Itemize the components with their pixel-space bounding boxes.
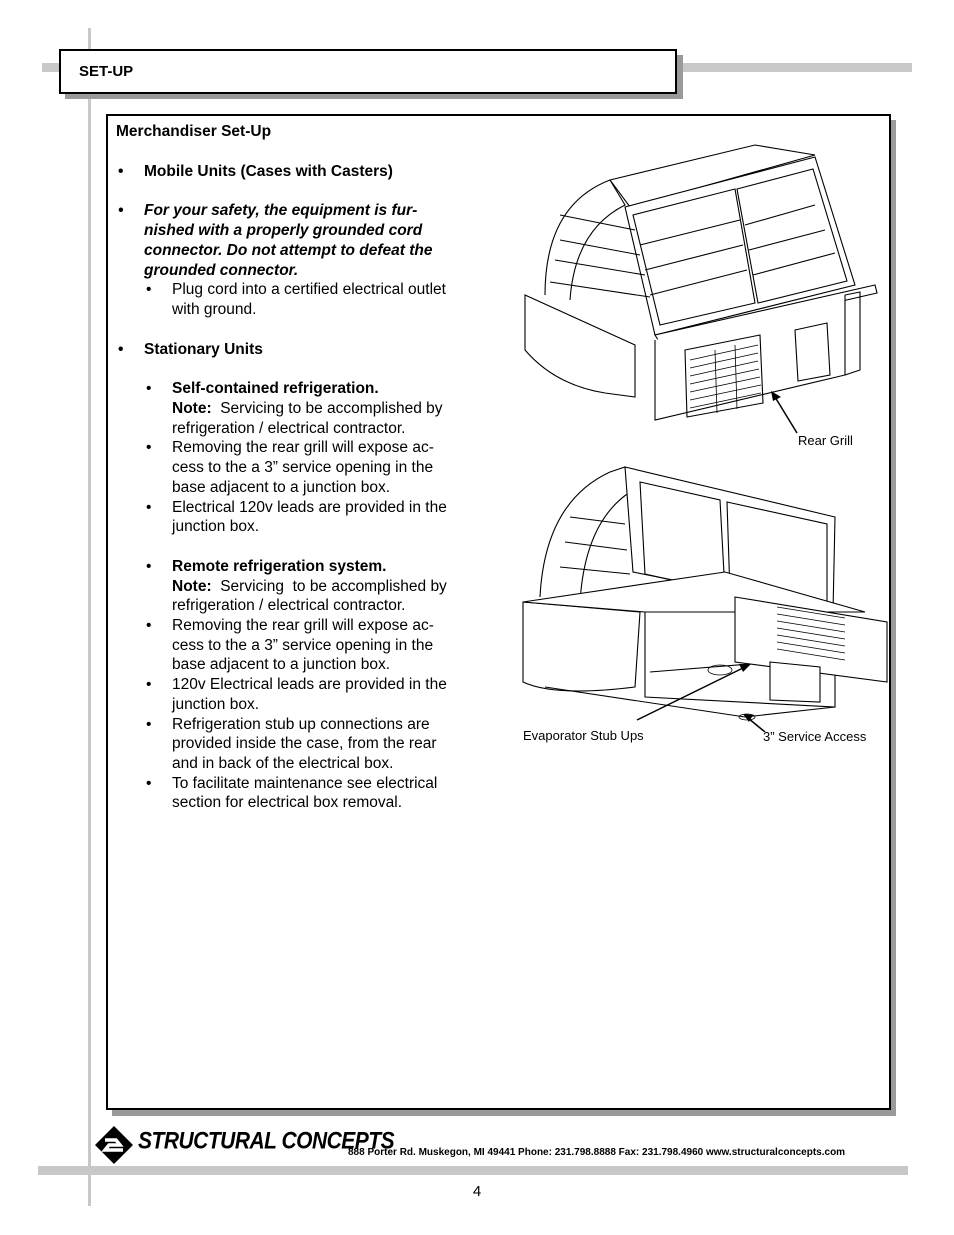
merchandiser-figure-open — [515, 462, 890, 732]
note-text: Servicing to be accomplished by — [211, 400, 443, 418]
self-contained-grill-item — [116, 438, 486, 497]
self-contained-title: • Self-contained refrigeration. — [172, 380, 379, 398]
remote-note — [172, 577, 486, 597]
electrical-line: • Electrical 120v leads are provided in the — [172, 498, 447, 516]
self-contained-electrical-item — [116, 498, 486, 537]
note-text: refrigeration / electrical contractor. — [172, 597, 406, 615]
grill-line: cess to the a 3” service opening in the — [172, 636, 434, 654]
rear-grill-label: Rear Grill — [798, 433, 853, 448]
service-access-label: 3” Service Access — [763, 729, 867, 744]
evaporator-label: Evaporator Stub Ups — [523, 728, 644, 743]
left-vertical-rule — [88, 28, 91, 1206]
evaporator-arrow — [637, 667, 745, 720]
heading: Merchandiser Set-Up — [116, 123, 272, 140]
bottom-horizontal-rule — [38, 1166, 908, 1175]
section-title: SET-UP — [79, 63, 134, 80]
stationary-units-item: • Stationary Units — [116, 340, 486, 360]
grill-line: cess to the a 3” service opening in the — [172, 459, 434, 477]
grill-line: • Removing the rear grill will expose ac- — [172, 439, 434, 457]
self-contained-note — [144, 399, 486, 419]
stub-line: • Refrigeration stub up connections are — [172, 715, 430, 733]
safety-line: • For your safety, the equipment is fur- — [144, 202, 418, 220]
stub-line: and in back of the electrical box. — [172, 754, 394, 772]
maintenance-item — [116, 774, 486, 813]
maintenance-line: • To facilitate maintenance see electrical — [172, 774, 438, 792]
mobile-units-item: • Mobile Units (Cases with Casters) — [116, 162, 486, 182]
self-contained-item — [116, 379, 486, 438]
grill-line: • Removing the rear grill will expose ac- — [172, 617, 434, 635]
plug-cord-item — [116, 280, 486, 319]
maintenance-line: section for electrical box removal. — [172, 794, 403, 812]
remote-grill-item — [116, 616, 486, 675]
safety-line: nished with a properly grounded cord — [144, 222, 423, 240]
remote-refrigeration-item — [116, 557, 486, 616]
plug-cord-line: • Plug cord into a certified electrical outlet — [172, 281, 446, 299]
structural-concepts-logo-icon — [94, 1125, 134, 1165]
stub-up-item — [116, 715, 486, 774]
grill-line: base adjacent to a junction box. — [172, 656, 391, 674]
remote-electrical-item — [116, 675, 486, 714]
note-text: refrigeration / electrical contractor. — [172, 419, 406, 437]
plug-cord-line: with ground. — [172, 300, 257, 318]
setup-instructions — [116, 122, 486, 813]
electrical-line: • 120v Electrical leads are provided in the — [172, 676, 447, 694]
electrical-line: junction box. — [172, 518, 260, 536]
note-label: Note: — [172, 577, 212, 595]
note-text: Servicing to be accomplished by — [211, 577, 447, 595]
stub-line: provided inside the case, from the rear — [172, 735, 437, 753]
logo-wordmark: STRUCTURAL CONCEPTS — [138, 1128, 395, 1155]
section-title-box — [59, 49, 677, 94]
safety-line: connector. Do not attempt to defeat the — [144, 241, 433, 259]
page-number: 4 — [472, 1183, 482, 1200]
remote-title: • Remote refrigeration system. — [172, 557, 387, 575]
note-label: Note: — [172, 400, 212, 418]
rear-grill-arrow — [775, 397, 797, 433]
merchandiser-figure-front — [515, 135, 885, 435]
safety-warning-item — [116, 201, 486, 280]
grill-line: base adjacent to a junction box. — [172, 478, 391, 496]
safety-line: grounded connector. — [144, 261, 299, 279]
footer-contact: 888 Porter Rd. Muskegon, MI 49441 Phone: 231.798.8888 Fax: 231.798.4960 www.structuralconcepts.com — [348, 1147, 846, 1158]
electrical-line: junction box. — [172, 695, 260, 713]
